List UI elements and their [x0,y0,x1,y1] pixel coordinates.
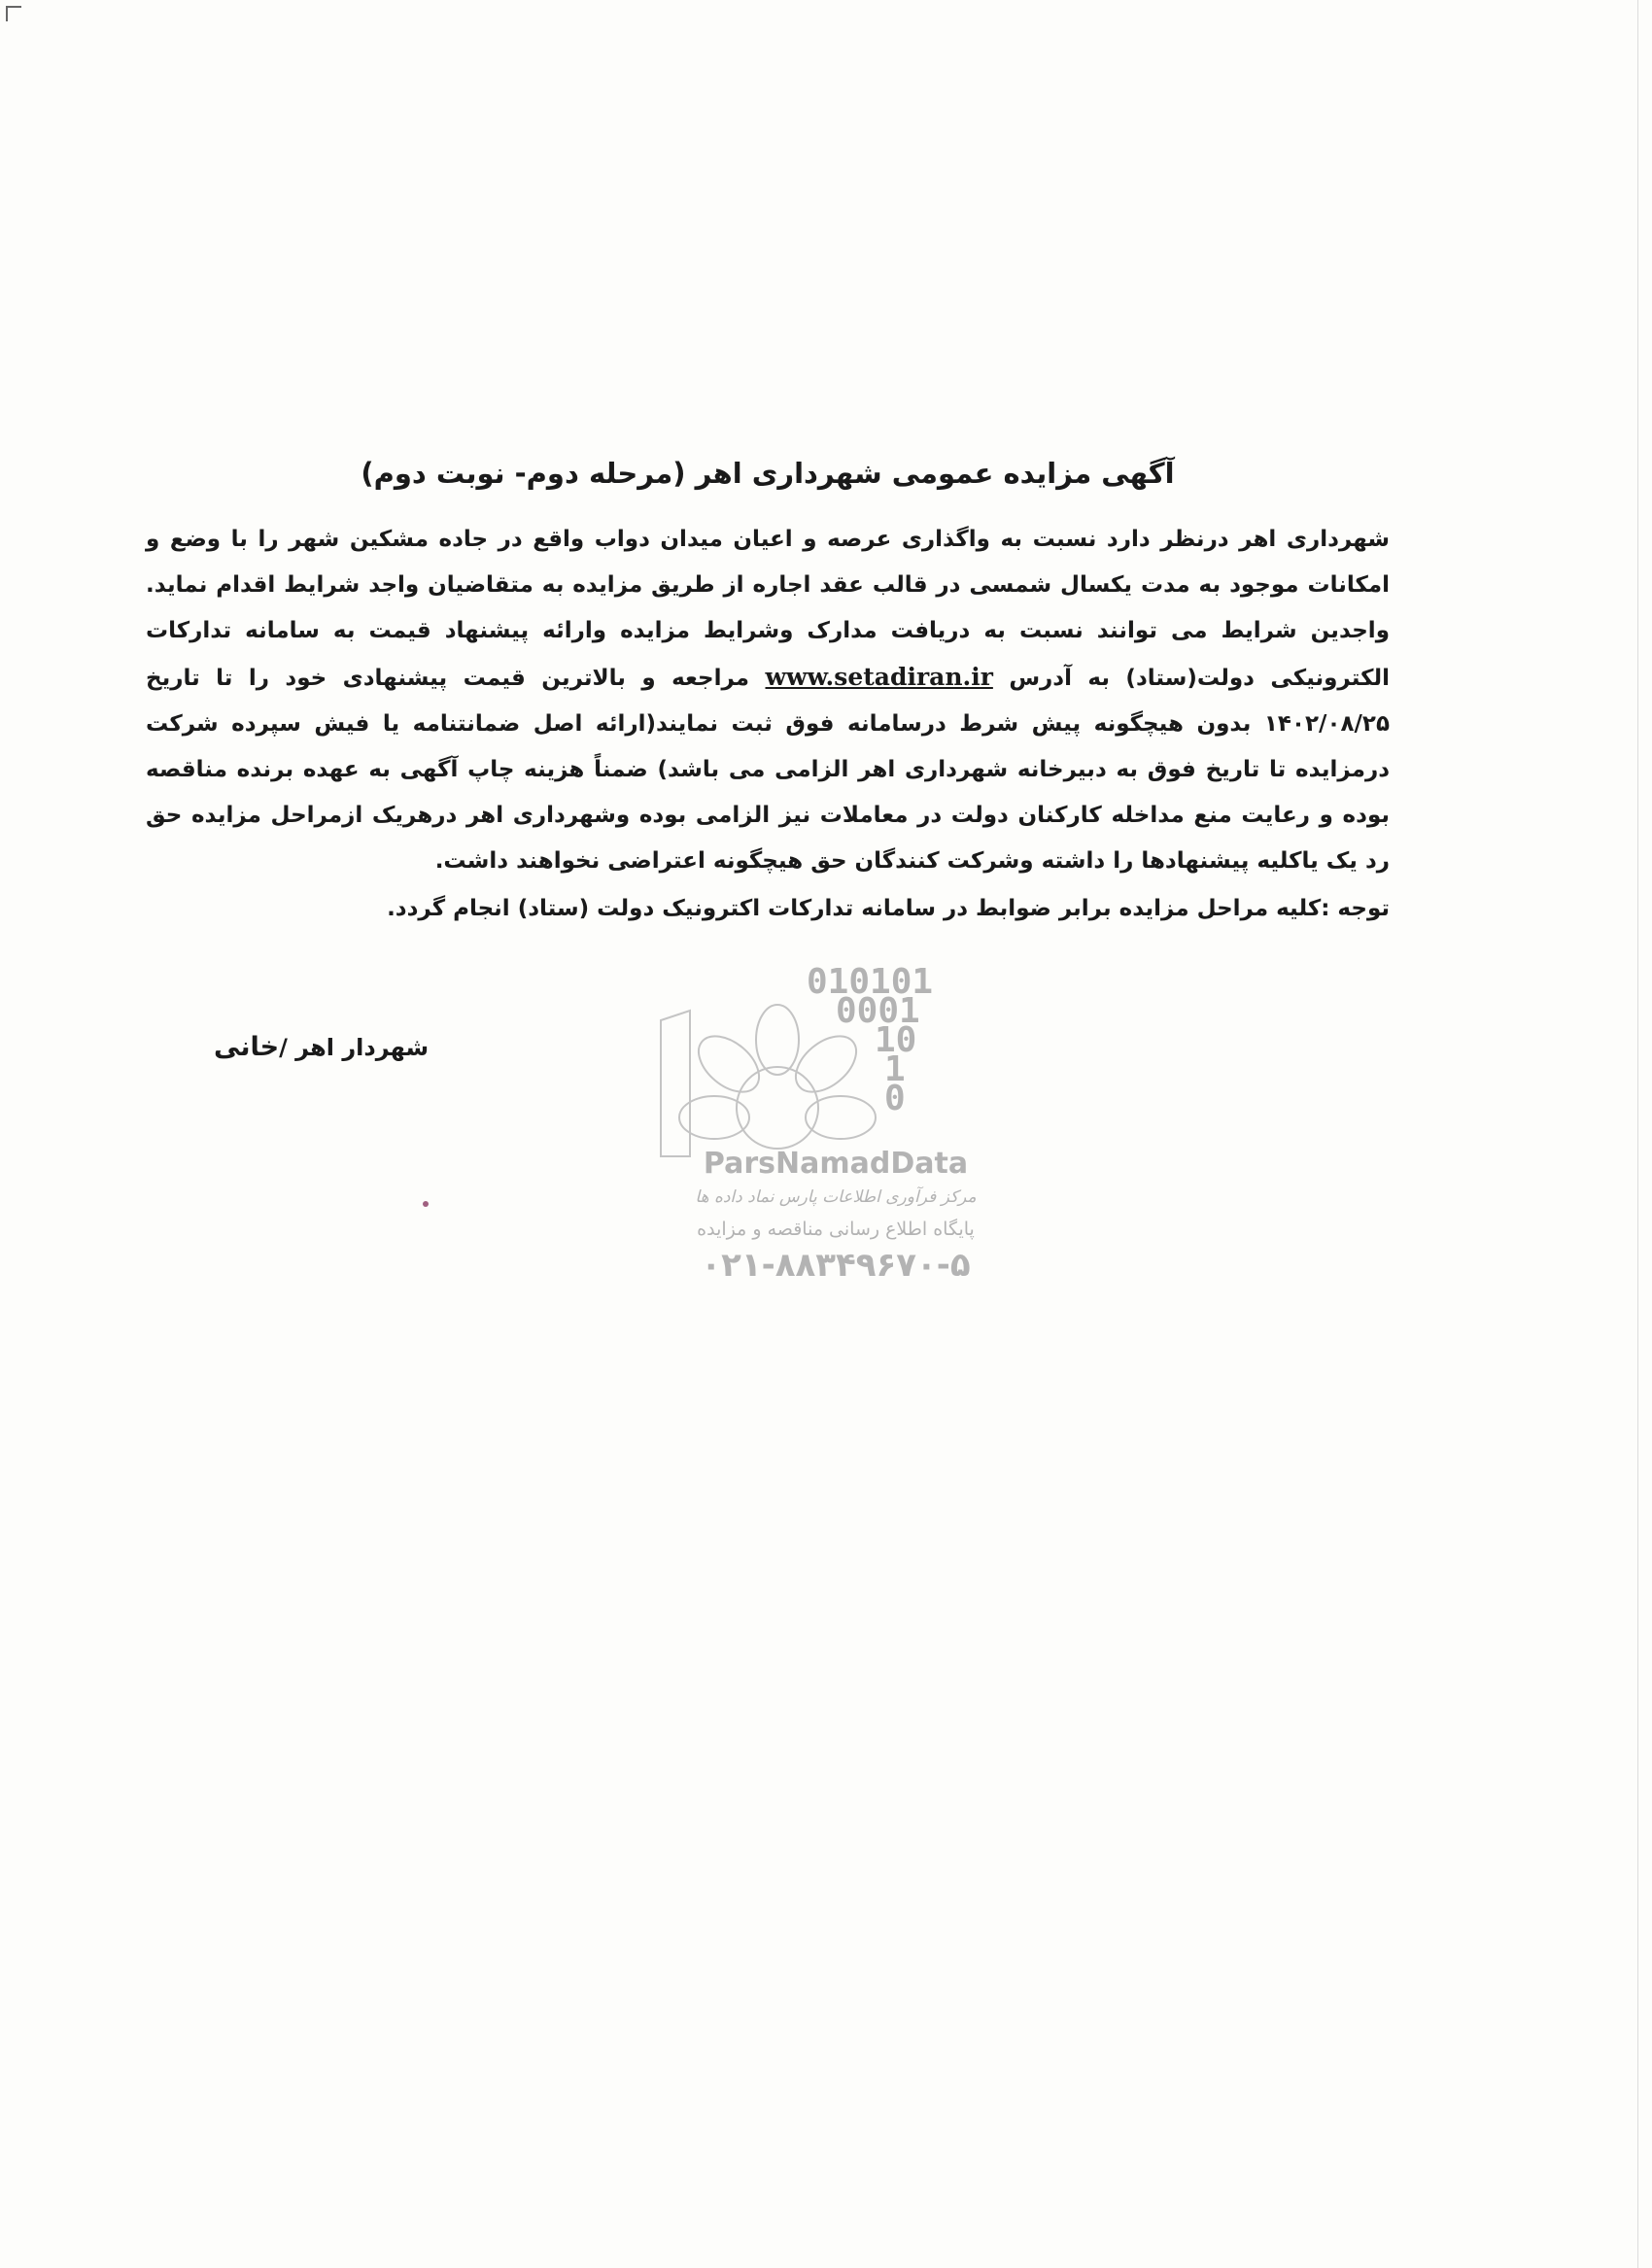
auction-notice [146,457,1390,932]
watermark-line1: مرکز فرآوری اطلاعات پارس نماد داده ها [695,1187,977,1207]
notice-body-end: مراجعه و بالاترین قیمت پیشنهادی خود را تا تاریخ ۱۴۰۲/۰۸/۲۵ بدون هیچگونه پیش شرط درسامانه فوق ثبت نمایند(ارائه اصل ضمانتنامه یا فیش سپرده شرکت درمزایده تا تاریخ فوق به دبیرخانه شهرداری اهر الزامی می باشد) ضمناً هزینه چاپ آگهی به عهده برنده مناقصه بوده و رعایت منع مداخله کارکنان دولت در معاملات نیز الزامی بوده وشهرداری اهر درهریک ازمراحل مزایده حق رد یک یاکلیه پیشنهادها را داشته وشرکت کنندگان حق هیچگونه اعتراضی نخواهند داشت. [146,666,1390,874]
watermark-brand: ParsNamadData [703,1147,969,1181]
notice-body-start: شهرداری اهر درنظر دارد نسبت به واگذاری عرصه و اعیان میدان دواب واقع در جاده مشکین شهر را با وضع و امکانات موجود به مدت یکسال شمسی در قالب عقد اجاره از طریق مزایده به متقاضیان واجد شرایط اقدام نماید. واجدین شرایط می توانند نسبت به دریافت مدارک وشرایط مزایده وارائه پیشنهاد قیمت به سامانه تدارکات الکترونیکی دولت(ستاد) به آدرس [146,527,1390,691]
notice-note: توجه :کلیه مراحل مزایده برابر ضوابط در سامانه تدارکات اکترونیک دولت (ستاد) انجام گردد. [387,896,1390,921]
watermark-line2: پایگاه اطلاع رسانی مناقصه و مزایده [697,1219,975,1240]
notice-title: آگهی مزایده عمومی شهرداری اهر (مرحله دوم- نوبت دوم) [361,457,1175,490]
notice-body [146,517,1390,884]
parsnamad-watermark-stamp [622,962,1050,1312]
scan-corner-mark [6,6,21,21]
setadiran-link[interactable]: www.setadiran.ir [765,663,993,691]
ink-speck [423,1201,429,1207]
mayor-signature [214,1032,429,1062]
signature-title: شهردار اهر / [279,1034,430,1061]
scan-edge-line [1637,0,1638,2268]
signature-name: خانی [214,1032,280,1062]
watermark-phone: ۰۲۱-۸۸۳۴۹۶۷۰-۵ [701,1246,971,1285]
watermark-binary: 010101 0001 10 1 0 [807,962,934,1118]
